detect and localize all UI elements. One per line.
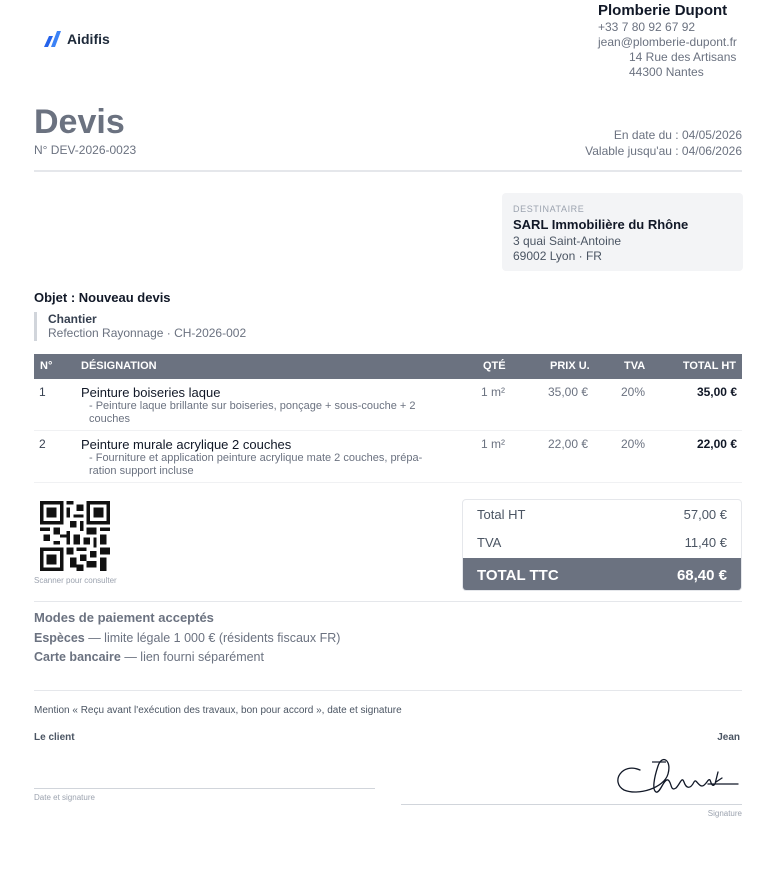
valid-until-date: Valable jusqu'au : 04/06/2026 [585, 144, 742, 158]
company-city: 44300 Nantes [629, 65, 704, 79]
recipient-name: SARL Immobilière du Rhône [513, 217, 689, 232]
chantier-value: Refection Rayonnage · CH-2026-002 [48, 326, 247, 340]
row-total: 35,00 € [696, 385, 737, 399]
client-signature-line[interactable] [34, 788, 375, 789]
row-qty: 1 m² [481, 437, 505, 451]
col-vat: TVA [624, 360, 646, 372]
row-detail: - Peinture laque brillante sur boiseries, ponçage + sous-couche + 2 couches [89, 400, 416, 425]
total-ttc-row [463, 558, 741, 591]
subject-line: Objet : Nouveau devis [34, 290, 171, 305]
company-name: Plomberie Dupont [598, 2, 728, 19]
row-price: 35,00 € [548, 385, 589, 399]
qr-caption: Scanner pour consulter [34, 576, 117, 585]
items-table-header [34, 354, 742, 379]
total-ttc-label: TOTAL TTC [477, 567, 559, 584]
recipient-city: 69002 Lyon · FR [513, 249, 602, 263]
row-detail: - Fourniture et application peinture acrylique mate 2 couches, prépa-ration support incluse [89, 452, 423, 477]
row-price: 22,00 € [548, 437, 589, 451]
col-num: N° [40, 360, 53, 372]
company-phone: +33 7 80 92 67 92 [598, 20, 696, 34]
document-dates [585, 127, 742, 159]
col-qty: QTÉ [483, 360, 506, 372]
payment-method-desc: — limite légale 1 000 € (résidents fiscaux FR) [84, 631, 341, 645]
row-num: 1 [39, 385, 46, 399]
client-signature-caption: Date et signature [34, 793, 95, 802]
brand-logo [43, 30, 110, 48]
row-vat: 20% [621, 437, 646, 451]
chantier-label: Chantier [48, 312, 97, 326]
total-ht-label: Total HT [477, 507, 526, 522]
row-total: 22,00 € [696, 437, 737, 451]
handwritten-signature [612, 748, 740, 800]
row-vat: 20% [621, 385, 646, 399]
recipient-label: DESTINATAIRE [513, 204, 585, 214]
company-street: 14 Rue des Artisans [629, 50, 737, 64]
table-row [34, 379, 742, 431]
payment-method [34, 631, 340, 645]
row-num: 2 [39, 437, 46, 451]
document-title: Devis [34, 103, 125, 141]
signature-mention: Mention « Reçu avant l'exécution des travaux, bon pour accord », date et signature [34, 705, 402, 716]
client-label: Le client [34, 732, 75, 743]
payment-method-desc: — lien fourni séparément [120, 650, 264, 664]
row-qty: 1 m² [481, 385, 505, 399]
totals-box [462, 499, 742, 591]
issuer-signature-caption: Signature [707, 809, 742, 818]
brand-name: Aidifis [67, 31, 110, 47]
row-designation: Peinture boiseries laque [81, 385, 221, 400]
aidifis-logo-icon [43, 30, 63, 48]
payment-method-name: Carte bancaire [34, 650, 121, 664]
issue-date: En date du : 04/05/2026 [613, 128, 742, 142]
issuer-signature-line [401, 804, 742, 805]
issuer-name: Jean [717, 732, 740, 743]
col-price: PRIX U. [550, 360, 590, 372]
total-ttc-value: 68,40 € [676, 567, 727, 584]
tva-row [477, 535, 727, 550]
qr-code-icon[interactable] [40, 501, 110, 571]
total-ht-value: 57,00 € [683, 507, 727, 522]
tva-value: 11,40 € [684, 535, 727, 550]
tva-label: TVA [477, 535, 502, 550]
payment-title: Modes de paiement acceptés [34, 610, 214, 625]
document-number: N° DEV-2026-0023 [34, 143, 137, 157]
divider [34, 601, 742, 602]
table-row [34, 431, 742, 483]
col-designation: DÉSIGNATION [81, 360, 157, 372]
header-divider [34, 170, 742, 172]
company-email: jean@plomberie-dupont.fr [598, 35, 737, 49]
col-total: TOTAL HT [682, 360, 736, 372]
row-designation: Peinture murale acrylique 2 couches [81, 437, 292, 452]
total-ht-row [477, 507, 727, 522]
divider [34, 690, 742, 691]
company-block [598, 2, 737, 80]
recipient-card [502, 193, 743, 271]
payment-method [34, 650, 264, 664]
payment-method-name: Espèces [34, 631, 85, 645]
chantier-block [34, 312, 246, 341]
recipient-street: 3 quai Saint-Antoine [513, 234, 622, 248]
